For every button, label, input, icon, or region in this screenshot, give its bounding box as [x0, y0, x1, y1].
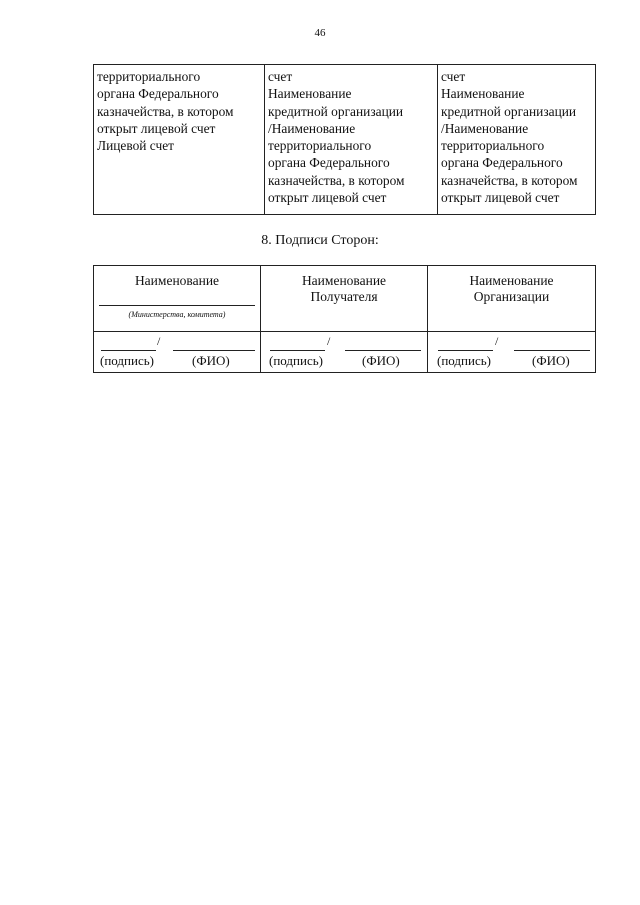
cell-line: Лицевой счет — [97, 138, 175, 154]
ministry-name-cell — [94, 266, 261, 332]
cell-line: территориального — [441, 138, 545, 154]
slash: / — [157, 334, 161, 348]
signature-line — [270, 350, 325, 351]
name-caption: (ФИО) — [362, 353, 400, 368]
bank-details-cell-3 — [438, 65, 596, 215]
signature-line — [101, 350, 156, 351]
cell-line: территориального — [97, 69, 201, 84]
signature-line — [438, 350, 493, 351]
cell-line: казначейства, в котором — [268, 172, 405, 188]
table-row — [94, 266, 596, 332]
name-caption: (ФИО) — [532, 353, 570, 368]
page-number: 46 — [314, 27, 326, 39]
ministry-name-rule — [99, 305, 255, 306]
organization-title-1: Наименование — [469, 273, 554, 288]
section-heading: 8. Подписи Сторон: — [261, 233, 379, 248]
cell-line: /Наименование — [441, 120, 529, 136]
cell-line: открыт лицевой счет — [97, 120, 216, 136]
cell-line: Наименование — [441, 86, 525, 102]
cell-line: кредитной организации — [268, 103, 404, 119]
ministry-hint: (Министерства, комитета) — [128, 310, 226, 319]
bank-details-table — [93, 64, 596, 215]
recipient-title-1: Наименование — [301, 273, 387, 288]
bank-details-cell-2 — [265, 65, 438, 215]
signature-caption: (подпись) — [269, 353, 323, 368]
cell-line: открыт лицевой счет — [441, 190, 560, 206]
organization-title-2: Организации — [473, 289, 550, 304]
ministry-signature-cell — [94, 332, 261, 373]
ministry-title: Наименование — [134, 273, 220, 288]
cell-line: органа Федерального — [268, 155, 390, 171]
cell-line: счет — [441, 69, 466, 84]
recipient-title-2: Получателя — [310, 289, 378, 304]
name-line — [173, 350, 255, 351]
cell-line: органа Федерального — [97, 86, 219, 102]
cell-line: кредитной организации — [441, 103, 577, 119]
cell-line: казначейства, в котором — [441, 172, 578, 188]
name-caption: (ФИО) — [192, 353, 230, 368]
name-line — [514, 350, 590, 351]
cell-line: территориального — [268, 138, 372, 154]
bank-details-cell-1 — [94, 65, 265, 215]
table-row — [94, 65, 596, 215]
recipient-name-cell — [261, 266, 428, 332]
signature-caption: (подпись) — [100, 353, 154, 368]
cell-line: /Наименование — [268, 120, 356, 136]
name-line — [345, 350, 421, 351]
organization-signature-cell — [428, 332, 596, 373]
cell-line: счет — [268, 69, 293, 84]
signature-caption: (подпись) — [437, 353, 491, 368]
signatures-table — [93, 265, 596, 373]
table-row — [94, 332, 596, 373]
recipient-signature-cell — [261, 332, 428, 373]
slash: / — [495, 334, 499, 348]
cell-line: казначейства, в котором — [97, 103, 234, 119]
cell-line: Наименование — [268, 86, 352, 102]
slash: / — [327, 334, 331, 348]
cell-line: открыт лицевой счет — [268, 190, 387, 206]
cell-line: органа Федерального — [441, 155, 563, 171]
organization-name-cell — [428, 266, 596, 332]
